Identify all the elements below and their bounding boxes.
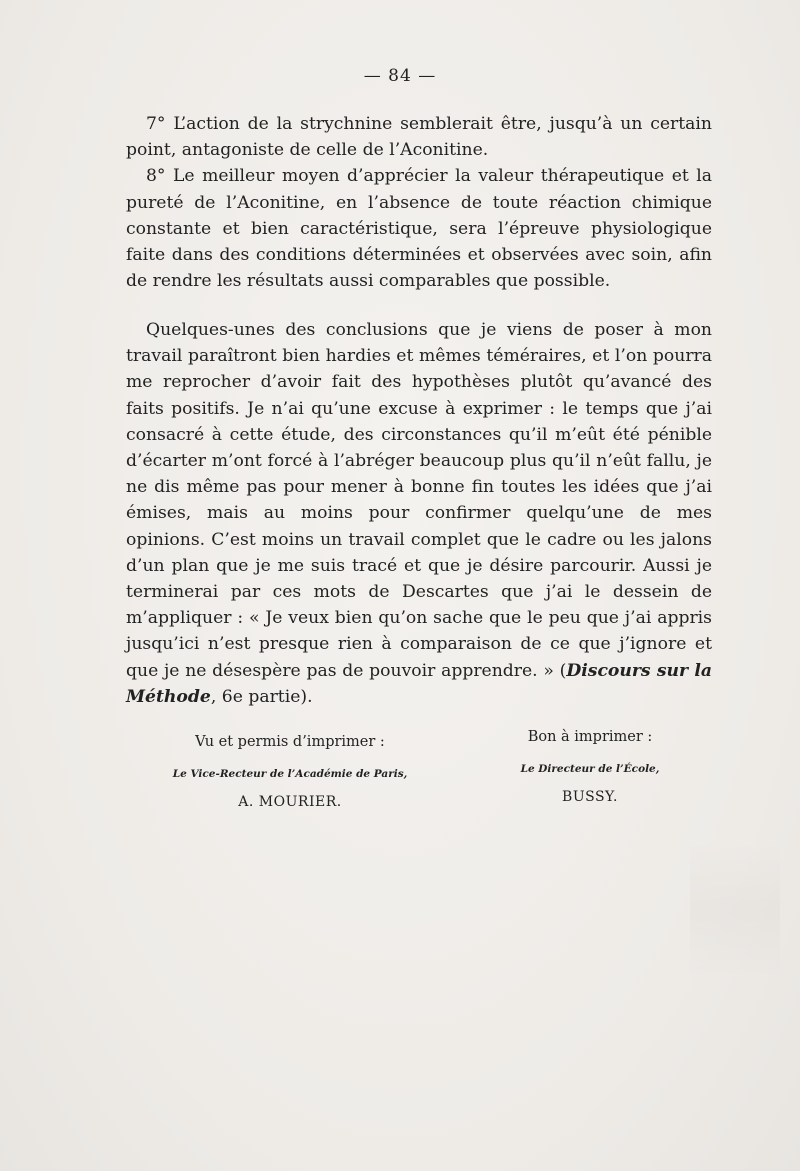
page-number: — 84 — xyxy=(363,66,437,86)
conclusion-7-text: L’action de la strychnine semblerait être, jusqu’à un certain point, antagoniste de celle de l’Aconitine. xyxy=(126,114,712,161)
closing-tail: , 6e partie). xyxy=(210,686,313,707)
closing-text xyxy=(126,317,712,710)
signature-right-office: Le Directeur de l’École, xyxy=(520,763,660,775)
cited-work-title: Discours sur la Méthode xyxy=(126,660,712,707)
signature-right-title: Bon à imprimer : xyxy=(527,729,653,745)
conclusion-8 xyxy=(126,163,712,294)
conclusion-7 xyxy=(126,111,712,163)
signature-left-name: A. MOURIER. xyxy=(238,794,342,810)
signature-right-name: BUSSY. xyxy=(562,789,618,805)
signature-left-title: Vu et permis d’imprimer : xyxy=(195,734,385,750)
closing-paragraph xyxy=(126,317,712,710)
signature-left xyxy=(160,731,420,813)
conclusions-block xyxy=(126,111,712,294)
signature-left-office: Le Vice-Recteur de l’Académie de Paris, xyxy=(172,768,408,780)
signature-right xyxy=(480,726,700,808)
paper-show-through xyxy=(690,840,780,980)
conclusion-8-text: Le meilleur moyen d’apprécier la valeur thérapeutique et la pureté de l’Aconitine, en l’absence de toute réaction chimique constante et bien caractéristique, sera l’épreuve physiologique faite dans des conditions déterminées et observées avec soin, afin de rendre les résultats aussi comparables que possible. xyxy=(126,166,713,292)
conclusion-7-number: 7° xyxy=(146,114,166,134)
conclusion-8-number: 8° xyxy=(146,166,166,187)
closing-body: Quelques-unes des conclusions que je viens de poser à mon travail paraîtront bien hardies et mêmes téméraires, et l’on pourra me reprocher d’avoir fait des hypothèses plutôt qu’avancé des faits positifs. Je n’ai qu’une excuse à exprimer : le temps que j’ai consacré à cette étude, des circonstances qu’il m’eût été pénible d’écarter m’ont forcé à l’abréger beaucoup plus qu’il n’eût fallu, je ne dis même pas pour mener à bonne fin toutes les idées que j’ai émises, mais au moins pour confirmer quelqu’une de mes opinions. C’est moins un travail complet que le cadre ou les jalons d’un plan que je me suis tracé et que je désire parcourir. Aussi je terminerai par ces mots de Descartes que j’ai le dessein de m’appliquer : « Je veux bien qu’on sache que le peu que j’ai appris jusqu’ici n’est presque rien à comparaison de ce que j’ignore et que je ne désespère pas de pouvoir apprendre. » ( xyxy=(126,320,712,681)
